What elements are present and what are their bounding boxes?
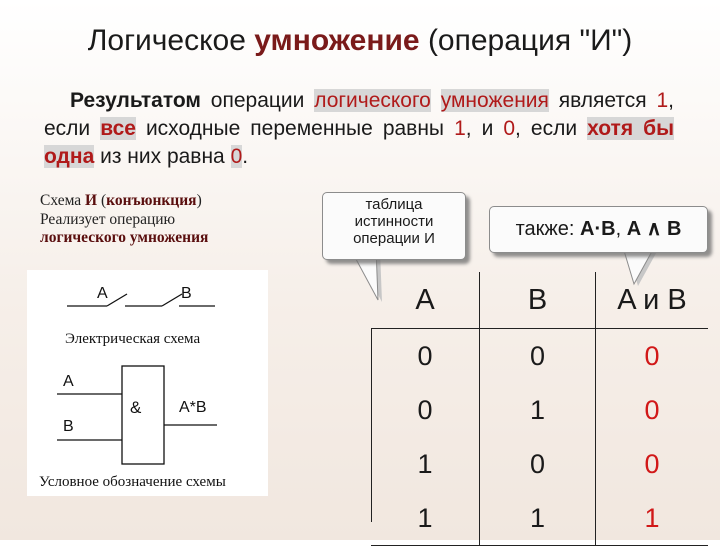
cell-a: 1 bbox=[371, 491, 480, 546]
cell-a: 1 bbox=[371, 437, 480, 491]
cell-a: 0 bbox=[371, 329, 480, 384]
table-row bbox=[371, 491, 708, 546]
table-row bbox=[371, 329, 708, 384]
cell-result: 0 bbox=[644, 340, 660, 371]
electric-scheme-label: Электрическая схема bbox=[65, 331, 201, 347]
header-a: A bbox=[371, 272, 480, 329]
cell-b: 1 bbox=[480, 383, 596, 437]
cell-b: 0 bbox=[480, 437, 596, 491]
cell-result: 0 bbox=[644, 448, 660, 479]
truth-table-callout: таблица истинности операции И bbox=[322, 192, 466, 260]
table-row bbox=[371, 383, 708, 437]
switch-a-label: A bbox=[97, 285, 108, 302]
input-a-label: A bbox=[63, 373, 74, 390]
and-gate-diagram bbox=[27, 270, 268, 496]
cell-b: 1 bbox=[480, 491, 596, 546]
symbol-caption: Условное обозначение схемы bbox=[39, 474, 226, 490]
cell-result: 1 bbox=[596, 491, 709, 546]
table-header-row bbox=[371, 272, 708, 329]
schema-caption: Схема И (конъюнкция) Реализует операцию логического умножения bbox=[40, 192, 209, 246]
and-gate-symbol: & bbox=[130, 398, 142, 417]
output-label: A*B bbox=[179, 399, 207, 416]
header-b: B bbox=[480, 272, 596, 329]
header-a-and-b: A и B bbox=[596, 272, 709, 329]
switch-b-label: B bbox=[181, 285, 192, 302]
cell-a: 0 bbox=[371, 383, 480, 437]
circuit-svg bbox=[27, 270, 268, 496]
definition-paragraph: Результатом операции логического умножения является 1, если все исходные переменные равны 1, и 0, если хотя бы одна из них равна 0. bbox=[44, 89, 675, 168]
cell-result: 0 bbox=[644, 394, 660, 425]
truth-table bbox=[371, 272, 708, 546]
cell-b: 0 bbox=[480, 329, 596, 384]
page-title: Логическое умножение (операция "И") bbox=[87, 24, 633, 57]
input-b-label: B bbox=[63, 418, 74, 435]
notation-callout: также: A·B, A ∧ B bbox=[489, 206, 708, 253]
table-row bbox=[371, 437, 708, 491]
